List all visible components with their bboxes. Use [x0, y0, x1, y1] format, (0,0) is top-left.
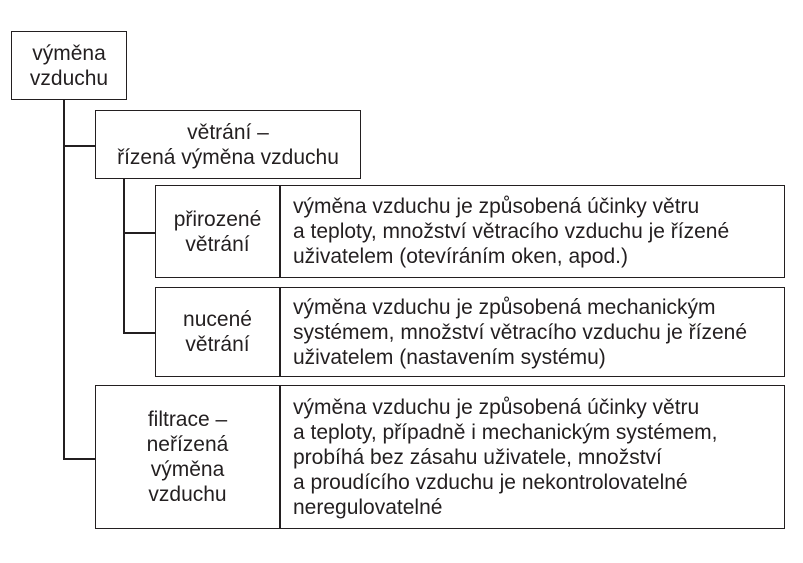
ventilation-node-label [95, 110, 361, 179]
forced-desc-line-3: uživatelem (nastavením systému) [293, 345, 606, 369]
root-label-line-1: výměna [32, 41, 106, 65]
root-label-line-2: vzduchu [29, 66, 109, 90]
ventilation-trunk-line [123, 178, 125, 333]
filtration-title [95, 385, 280, 529]
forced-ventilation-title [155, 287, 280, 377]
filtration-title-line-3: výměna [150, 458, 225, 481]
filtration-desc-line-2: a teploty, případně i mechanickým systémem, [293, 420, 718, 444]
ventilation-to-natural-connector [123, 232, 155, 234]
ventilation-to-forced-connector [123, 332, 155, 334]
natural-desc-line-1: výměna vzduchu je způsobená účinky větru [293, 195, 700, 218]
forced-desc-line-2: systémem, množství větracího vzduchu je řízené [293, 320, 748, 344]
natural-desc-line-2: a teploty, množství větracího vzduchu je řízené [293, 220, 730, 243]
forced-desc-line-1: výměna vzduchu je způsobená mechanickým [293, 295, 716, 319]
filtration-desc-line-3: probíhá bez zásahu uživatele, množství [293, 445, 662, 469]
filtration-desc-line-1: výměna vzduchu je způsobená účinky větru [293, 395, 700, 419]
natural-desc-line-3: uživatelem (otevíráním oken, apod.) [293, 245, 628, 268]
natural-title-line-2: větrání [185, 232, 250, 256]
root-node-label [11, 31, 127, 100]
root-trunk-line [63, 99, 65, 459]
root-to-ventilation-connector [63, 145, 95, 147]
ventilation-label-line-1: větrání – [187, 120, 269, 144]
filtration-title-line-4: vzduchu [148, 483, 227, 506]
root-to-filtration-connector [63, 458, 95, 460]
filtration-desc-line-5: neregulovatelné [293, 495, 443, 519]
filtration-title-line-2: neřízená [146, 433, 229, 456]
forced-title-line-1: nucené [183, 308, 252, 331]
natural-ventilation-title [155, 185, 280, 278]
filtration-title-line-1: filtrace – [147, 408, 228, 431]
forced-title-line-2: větrání [185, 333, 250, 356]
filtration-description [293, 385, 783, 529]
natural-title-line-1: přirozené [173, 207, 262, 231]
forced-ventilation-description [293, 287, 783, 377]
filtration-desc-line-4: a proudícího vzduchu je nekontrolovatelné [293, 470, 688, 494]
ventilation-label-line-2: řízená výměna vzduchu [117, 145, 339, 169]
natural-ventilation-description [293, 185, 783, 278]
